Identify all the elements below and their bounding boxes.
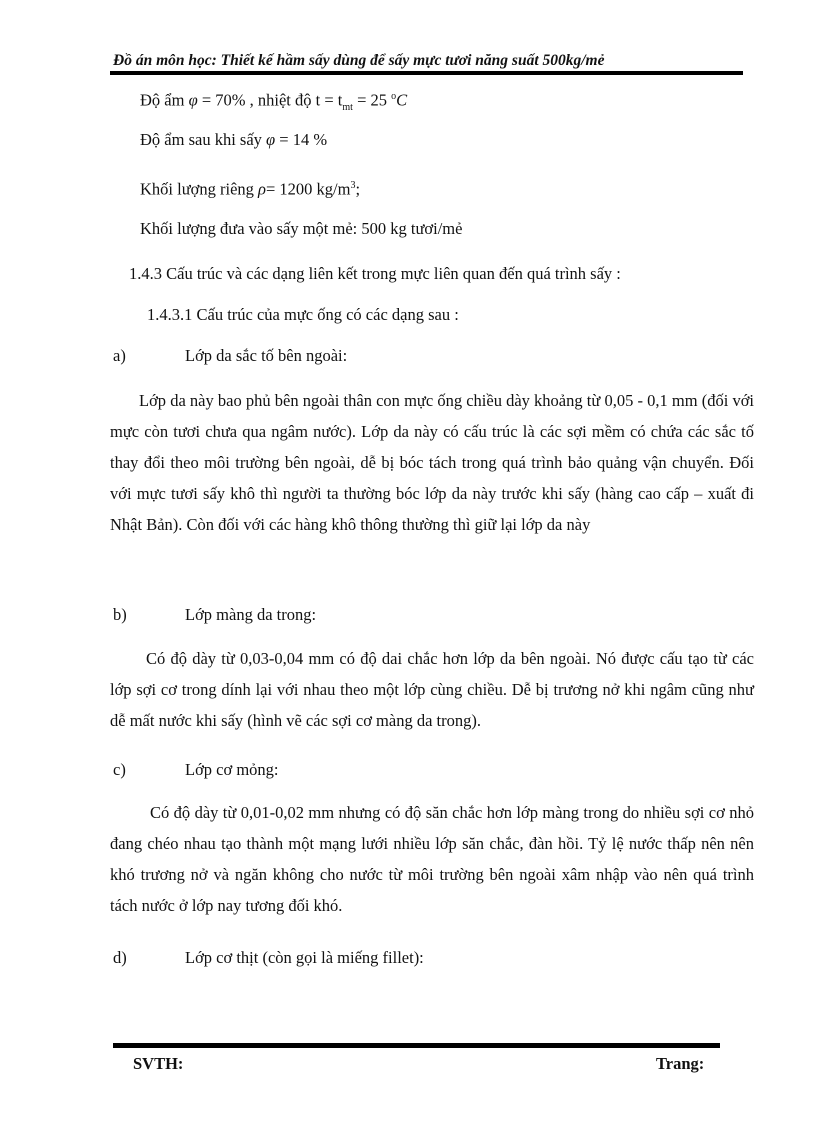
section-c-paragraph: Có độ dày từ 0,01-0,02 mm nhưng có độ săn chắc hơn lớp màng trong do nhiều sợi cơ nhỏ đang chéo nhau tạo thành một mạng lưới nhiều lớp săn chắc, đàn hồi. Tỷ lệ nước thấp nên nên khó trương nở và ngăn không cho nước từ môi trường bên ngoài xâm nhập vào nên quá trình tách nước ở lớp nay tương đối khó. (110, 803, 754, 915)
celsius-unit: C (396, 90, 408, 110)
phi-symbol: φ (188, 90, 198, 110)
density-label: Khối lượng riêng (140, 179, 259, 199)
rho-symbol: ρ (258, 179, 266, 199)
page-header-title: Đồ án môn học: Thiết kế hầm sấy dùng để sấy mực tươi năng suất 500kg/mẻ (113, 52, 605, 69)
section-c-title: Lớp cơ mỏng: (185, 760, 279, 779)
after-drying-line (140, 130, 327, 150)
section-b-label: b) (113, 605, 127, 624)
section-a-paragraph: Lớp da này bao phủ bên ngoài thân con mực ống chiều dày khoảng từ 0,05 - 0,1 mm (đối với mực còn tươi chưa qua ngâm nước). Lớp da này có cấu trúc là các sợi mềm có chứa các sắc tố thay đổi theo môi trường bên ngoài, dễ bị bóc tách trong quá trình bảo quảng vận chuyển. Đối với mực tươi sấy khô thì người ta thường bóc lớp da này trước khi sấy (hàng cao cấp – xuất đi Nhật Bản). Còn đối với các hàng khô thông thường thì giữ lại lớp da này (110, 391, 754, 534)
after-drying-value: = 14 % (275, 130, 328, 149)
humidity-value: = 70% , nhiệt độ t = t (197, 90, 343, 110)
section-d-title: Lớp cơ thịt (còn gọi là miếng fillet): (185, 948, 424, 967)
section-d-label: d) (113, 948, 127, 967)
batch-mass-line: Khối lượng đưa vào sấy một mẻ: 500 kg tươi/mẻ (140, 219, 463, 238)
humidity-label: Độ ẩm (140, 90, 189, 110)
footer-page: Trang: (656, 1054, 705, 1073)
section-c-label: c) (113, 760, 126, 779)
density-end: ; (355, 179, 361, 199)
after-drying-label: Độ ẩm sau khi sấy (140, 130, 267, 149)
density-value: = 1200 kg/m (265, 179, 351, 199)
temp-subscript: mt (342, 101, 353, 113)
density-exponent: 3 (350, 180, 356, 191)
section-b-title: Lớp màng da trong: (185, 605, 317, 624)
footer-student: SVTH: (133, 1054, 184, 1073)
humidity-line (140, 87, 407, 118)
footer-divider (113, 1043, 720, 1048)
heading-1-4-3-1: 1.4.3.1 Cấu trúc của mực ống có các dạng sau : (147, 305, 459, 324)
section-a-title: Lớp da sắc tố bên ngoài: (185, 346, 348, 365)
heading-1-4-3: 1.4.3 Cấu trúc và các dạng liên kết trong mực liên quan đến quá trình sấy : (129, 264, 621, 283)
section-a-label: a) (113, 346, 126, 365)
header-divider (110, 71, 743, 75)
phi-symbol-2: φ (266, 130, 276, 149)
density-line (140, 176, 360, 200)
temp-value: = 25 (352, 90, 392, 110)
section-b-paragraph: Có độ dày từ 0,03-0,04 mm có độ dai chắc hơn lớp da bên ngoài. Nó được cấu tạo từ các lớp sợi cơ trong dính lại với nhau theo một lớp cùng chiều. Dễ bị trương nở khi ngâm cũng như dễ mất nước khi sấy (hình vẽ các sợi cơ màng da trong). (110, 649, 754, 730)
degree-superscript: o (391, 91, 397, 102)
